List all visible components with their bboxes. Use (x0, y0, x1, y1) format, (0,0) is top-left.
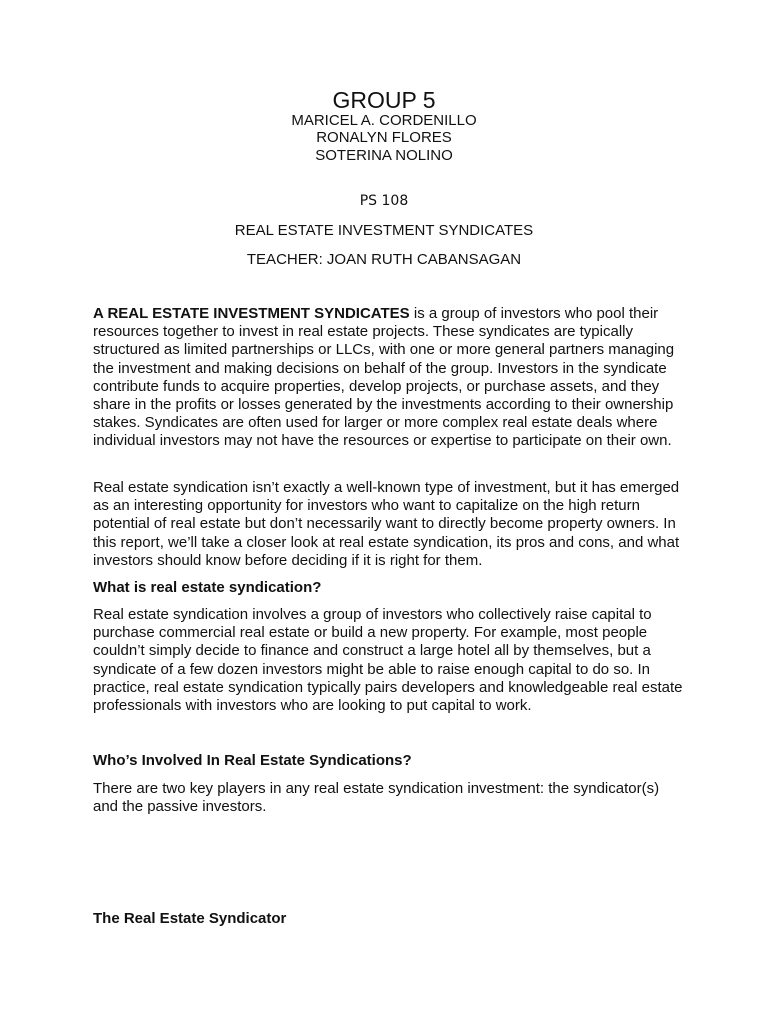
key-players-paragraph: There are two key players in any real estate syndication investment: the syndicator(s) and the passive investors. (93, 780, 660, 816)
intro-term: A REAL ESTATE INVESTMENT SYNDICATES (93, 305, 410, 322)
intro-paragraph (93, 305, 683, 451)
intro-text: is a group of investors who pool their resources together to invest in real estate projects. These syndicates are typically structured as limited partnerships or LLCs, with one or more general partners managing the investment and making decisions on behalf of the group. Investors in the syndicate contribute funds to acquire properties, develop projects, or purchase assets, and they share in the profits or losses generated by the investments according to their ownership stakes. Syndicates are often used for larger or more complex real estate deals where individual investors may not have the resources or expertise to participate on their own. (93, 305, 675, 450)
report-topic: REAL ESTATE INVESTMENT SYNDICATES (234, 222, 534, 239)
definition-paragraph: Real estate syndication involves a group of investors who collectively raise capital to purchase commercial real estate or build a new property. For example, most people couldn’t simply decide to finance and construct a large hotel all by themselves, but a syndicate of a few dozen investors might be able to raise enough capital to do so. In practice, real estate syndication typically pairs developers and knowledgeable real estate professionals with investors who are looking to put capital to work. (93, 606, 683, 715)
author-name: MARICEL A. CORDENILLO (291, 112, 477, 129)
section-heading-whos-involved: Who’s Involved In Real Estate Syndications? (93, 752, 412, 769)
teacher-name: TEACHER: JOAN RUTH CABANSAGAN (246, 251, 522, 268)
author-name: SOTERINA NOLINO (315, 147, 453, 164)
document-title: GROUP 5 (332, 87, 436, 113)
section-heading-syndicator: The Real Estate Syndicator (93, 910, 287, 927)
overview-paragraph: Real estate syndication isn’t exactly a well-known type of investment, but it has emerged as an interesting opportunity for investors who want to capitalize on the high return potential of real estate but don’t necessarily want to directly become property owners. In this report, we’ll take a closer look at real estate syndication, its pros and cons, and what investors should know before deciding if it is right for them. (93, 479, 680, 569)
section-heading-what-is: What is real estate syndication? (93, 579, 322, 596)
course-code: PS 108 (359, 193, 409, 209)
author-name: RONALYN FLORES (316, 129, 452, 146)
